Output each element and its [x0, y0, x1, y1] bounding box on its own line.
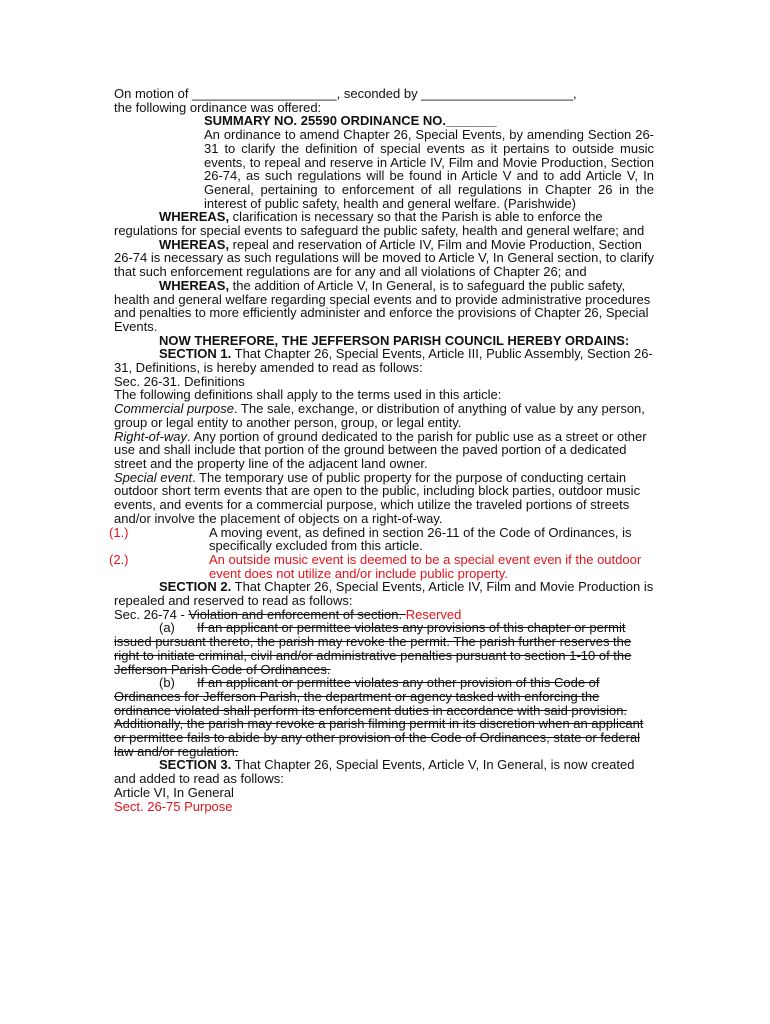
summary-abstract: An ordinance to amend Chapter 26, Special Events, by amending Section 26-31 to clarify the definition of special events as it pertains to outside music events, to repeal and reserve in Article IV, Film and Movie Production, Section 26-74, as such regulations will be found in Article V and to add Article V, In General, pertaining to enforcement of all regulations in Chapter 26 in the interest of public safety, health and general welfare. (Parishwide) — [204, 127, 654, 211]
whereas-text: clarification is necessary so that the Parish is able to enforce the regulations for special events to safeguard the public safety, health and general welfare; and — [114, 209, 645, 239]
whereas-clause — [114, 279, 654, 334]
definition-right-of-way — [114, 430, 654, 471]
whereas-clause — [114, 210, 654, 237]
whereas-lead: WHEREAS, — [159, 209, 230, 225]
definition-commercial-purpose — [114, 402, 654, 429]
reserved-label: Reserved — [405, 606, 462, 622]
definition-text: . The temporary use of public property for the purpose of conducting certain outdoor short term events that are open to the public, including block parties, outdoor music events, and events for a commercial purpose, which utilize the traveled portions of streets and/or involve the placement of objects on a right-of-way. — [114, 469, 641, 526]
section-2-heading — [114, 608, 654, 622]
sec-prefix: Sec. 26-74 - — [114, 606, 189, 622]
added-item-2 — [109, 551, 654, 581]
whereas-text: repeal and reservation of Article IV, Film and Movie Production, Section 26-74 is necessary as such regulations will be moved to Article V, In General section, to clarify that such enforcement regulations are for any and all violations of Chapter 26; and — [114, 236, 655, 280]
section-2 — [114, 580, 654, 607]
section-3-lead: SECTION 3. — [159, 757, 232, 773]
item-number: (1.) — [109, 524, 129, 540]
section-2-lead: SECTION 2. — [159, 579, 232, 595]
repealed-paragraph-b — [114, 676, 654, 758]
ordains-clause: NOW THEREFORE, THE JEFFERSON PARISH COUNCIL HEREBY ORDAINS: — [159, 332, 630, 348]
exclusion-item-1 — [109, 524, 654, 554]
para-number: (a) — [159, 620, 175, 636]
section-1 — [114, 347, 654, 374]
summary-title: SUMMARY NO. 25590 ORDINANCE NO._______ — [204, 113, 497, 129]
para-number: (b) — [159, 675, 175, 691]
ordinance-document — [109, 86, 655, 814]
motion-line: On motion of ____________________, seconded by _____________________, — [114, 86, 577, 101]
whereas-text: the addition of Article V, In General, is to safeguard the public safety, health and general welfare regarding special events and to provide administrative procedures and penalties to more efficiently administer and enforce the provisions of Chapter 26, Special Events. — [114, 277, 651, 334]
definition-text: . Any portion of ground dedicated to the parish for public use as a street or other use and shall include that portion of the ground between the paved portion of a dedicated street and the property line of the adjacent land owner. — [114, 428, 647, 471]
item-text: An outside music event is deemed to be a special event even if the outdoor event does not utilize and/or include public property. — [209, 551, 642, 581]
repealed-paragraph-a — [114, 621, 654, 676]
struck-heading: Violation and enforcement of section. — [188, 606, 406, 622]
whereas-clause — [114, 238, 654, 279]
definition-term: Special event — [114, 469, 193, 485]
para-text: If an applicant or permittee violates any provisions of this chapter or permit issued pursuant thereto, the parish may revoke the permit. The parish further reserves the right to initiate criminal, civil and/or administrative penalties pursuant to section 1-10 of the Jefferson Parish Code of Ordinances. — [114, 620, 632, 677]
definition-term: Right-of-way — [114, 428, 187, 444]
section-3 — [114, 758, 654, 785]
whereas-lead: WHEREAS, — [159, 277, 230, 293]
definition-text: . The sale, exchange, or distribution of anything of value by any person, group or legal entity to another person, group, or legal entity. — [114, 401, 645, 430]
definition-special-event — [114, 471, 654, 526]
para-text: If an applicant or permittee violates any other provision of this Code of Ordinances for Jefferson Parish, the department or agency tasked with enforcing the ordinance violated shall perform its enforcement duties in accordance with said provision. Additionally, the parish may revoke a parish filming permit in its discretion when an applicant or permittee fails to abide by any other provision of the Code of Ordinances, state or federal law and/or regulation. — [114, 675, 644, 759]
definition-term: Commercial purpose — [114, 401, 234, 417]
section-2-text: That Chapter 26, Special Events, Article IV, Film and Movie Production is repealed and reserved to read as follows: — [114, 579, 654, 609]
section-purpose-heading: Sect. 26-75 Purpose — [114, 798, 233, 814]
whereas-lead: WHEREAS, — [159, 236, 230, 252]
offered-line: the following ordinance was offered: — [114, 99, 322, 115]
section-1-lead: SECTION 1. — [159, 346, 232, 362]
section-1-heading: Sec. 26-31. Definitions — [114, 373, 245, 389]
item-text: A moving event, as defined in section 26-11 of the Code of Ordinances, is specifically excluded from this article. — [209, 524, 632, 554]
article-heading: Article VI, In General — [114, 784, 234, 800]
summary-block — [114, 114, 654, 210]
definitions-intro: The following definitions shall apply to the terms used in this article: — [114, 387, 502, 403]
section-1-text: That Chapter 26, Special Events, Article III, Public Assembly, Section 26-31, Definitions, is hereby amended to read as follows: — [114, 346, 653, 376]
section-3-text: That Chapter 26, Special Events, Article V, In General, is now created and added to read as follows: — [114, 757, 635, 787]
item-number: (2.) — [109, 551, 129, 567]
